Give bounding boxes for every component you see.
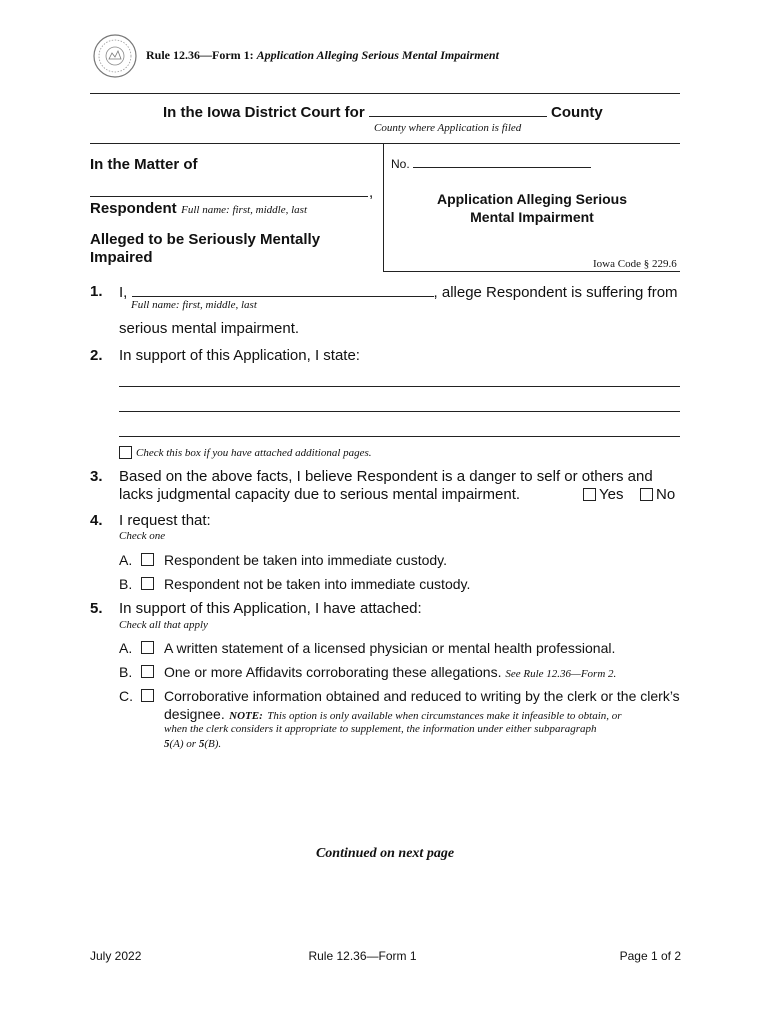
item-3-line-1: Based on the above facts, I believe Respondent is a danger to self or others and <box>119 468 653 485</box>
no-label: No <box>656 486 676 503</box>
option-5a-letter: A. <box>119 640 133 656</box>
court-prefix: In the Iowa District Court for <box>163 104 365 121</box>
subparagraph-ref-b-num: 5 <box>198 738 205 750</box>
continued-notice: Continued on next page <box>315 846 455 861</box>
case-number-field[interactable] <box>413 156 591 168</box>
option-4b-checkbox[interactable] <box>141 577 154 590</box>
item-3-line-2: lacks judgmental capacity due to serious mental impairment. <box>119 486 521 503</box>
footer-form: Rule 12.36—Form 1 <box>308 949 417 963</box>
additional-pages-checkbox[interactable] <box>119 446 132 459</box>
code-ref: Iowa Code § 229.6 <box>593 258 677 270</box>
option-5c-line-2 <box>164 706 622 724</box>
option-5c-letter: C. <box>119 688 133 704</box>
item-1-number: 1. <box>90 283 103 300</box>
item-4-hint: Check one <box>119 530 166 542</box>
yes-label: Yes <box>599 486 624 503</box>
item-5-hint: Check all that apply <box>119 619 208 631</box>
item-2-number: 2. <box>90 347 103 364</box>
item-5-text: In support of this Application, I have attached: <box>119 600 422 617</box>
form-header <box>146 48 499 63</box>
title-line-1: Application Alleging Serious <box>436 191 628 207</box>
option-4a-text: Respondent be taken into immediate custody. <box>164 552 448 568</box>
option-5a-checkbox[interactable] <box>141 641 154 654</box>
option-5c-note-3 <box>164 738 221 750</box>
option-5c-line-1: Corroborative information obtained and reduced to writing by the clerk or the clerk’s <box>164 688 680 704</box>
item-3-number: 3. <box>90 468 103 485</box>
statement-line-2[interactable] <box>119 411 680 412</box>
option-4b-letter: B. <box>119 576 133 592</box>
option-5b-line <box>164 664 616 680</box>
item-2-text: In support of this Application, I state: <box>119 347 360 364</box>
county-hint: County where Application is filed <box>374 122 522 134</box>
option-4b-text: Respondent not be taken into immediate custody. <box>164 576 471 592</box>
statement-line-1[interactable] <box>119 386 680 387</box>
no-checkbox[interactable] <box>640 488 653 501</box>
document-title <box>392 190 672 226</box>
no-label: No. <box>391 157 410 171</box>
caption-top-rule <box>90 143 680 144</box>
yes-checkbox[interactable] <box>583 488 596 501</box>
item-5-number: 5. <box>90 600 103 617</box>
alleged-line-1: Alleged to be Seriously Mentally <box>90 231 321 248</box>
subparagraph-ref-a: (A) or <box>169 738 199 750</box>
option-5c-note-1: This option is only available when circumstances make it infeasible to obtain, or <box>267 710 622 722</box>
option-5b-text: One or more Affidavits corroborating these allegations. <box>164 664 502 680</box>
rule-title: Application Alleging Serious Mental Impairment <box>256 48 499 62</box>
footer-date: July 2022 <box>90 949 142 963</box>
respondent-hint: Full name: first, middle, last <box>181 204 308 216</box>
county-field[interactable] <box>369 103 547 117</box>
footer-page: Page 1 of 2 <box>619 949 681 963</box>
court-suffix: County <box>551 104 603 121</box>
option-5c-designee: designee. <box>164 706 225 722</box>
item-1-tail: , allege Respondent is suffering from <box>433 284 678 301</box>
rule-label: Rule 12.36—Form 1: <box>146 48 254 62</box>
option-4a-letter: A. <box>119 552 133 568</box>
iowa-court-seal <box>92 33 138 79</box>
option-5b-checkbox[interactable] <box>141 665 154 678</box>
respondent-row <box>90 200 307 218</box>
caption-divider <box>383 143 384 272</box>
option-5b-letter: B. <box>119 664 133 680</box>
option-5c-checkbox[interactable] <box>141 689 154 702</box>
header-divider <box>90 93 680 94</box>
additional-pages-note: Check this box if you have attached additional pages. <box>136 447 372 459</box>
subparagraph-ref-a-num: 5 <box>164 738 170 750</box>
subparagraph-ref-b: (B). <box>204 738 222 750</box>
option-4a-checkbox[interactable] <box>141 553 154 566</box>
alleged-line-2: Impaired <box>90 249 153 266</box>
statement-line-3[interactable] <box>119 436 680 437</box>
alleged-label <box>90 231 320 267</box>
comma: , <box>369 184 374 201</box>
court-line <box>163 103 603 121</box>
option-5c-note-label: NOTE: <box>229 710 263 722</box>
applicant-name-hint: Full name: first, middle, last <box>131 299 257 311</box>
case-number-row <box>391 156 591 171</box>
option-5b-ref: See Rule 12.36—Form 2. <box>505 668 617 680</box>
item-4-text: I request that: <box>119 512 211 529</box>
option-5a-text: A written statement of a licensed physician or mental health professional. <box>164 640 616 656</box>
item-1-lead: I, <box>119 284 128 301</box>
item-4-number: 4. <box>90 512 103 529</box>
applicant-name-field[interactable] <box>132 283 434 297</box>
matter-label: In the Matter of <box>90 156 198 173</box>
option-5c-note-2: when the clerk considers it appropriate to supplement, the information under either subparagraph <box>164 723 597 735</box>
title-line-2: Mental Impairment <box>470 209 594 225</box>
respondent-name-field[interactable] <box>90 196 368 197</box>
item-1-continuation: serious mental impairment. <box>119 320 300 337</box>
respondent-label: Respondent <box>90 200 177 217</box>
caption-bottom-rule <box>383 271 680 272</box>
